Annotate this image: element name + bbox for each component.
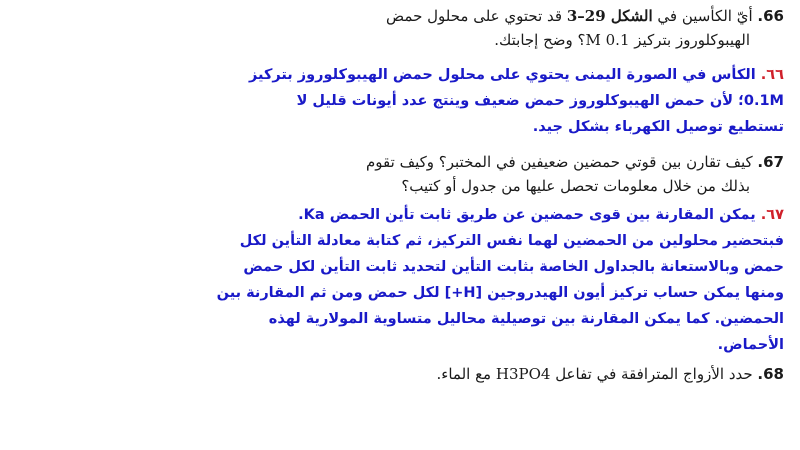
question-67-number: 67. — [757, 153, 784, 171]
question-66-text-b: قد تحتوي على محلول حمض — [386, 7, 567, 25]
answer-67-line-4: ومنها يمكن حساب تركيز أيون الهيدروجين [H+] لكل حمض ومن ثم المقارنة بين — [216, 285, 784, 301]
answer-67-line-2: فبتحضير محلولين من الحمضين لهما نفس التركيز، ثم كتابة معادلة التأين لكل — [239, 233, 784, 249]
question-66-text-a: أيّ الكأسين في — [652, 7, 758, 25]
question-67 — [16, 150, 784, 198]
answer-67-line-3: حمض وبالاستعانة بالجداول الخاصة بثابت التأين لتحديد ثابت التأين لكل حمض — [243, 259, 784, 275]
question-66-number: 66. — [757, 7, 784, 25]
question-68-number: 68. — [757, 365, 784, 383]
answer-67-line-6: الأحماض. — [717, 337, 784, 353]
answer-67-line-5: الحمضين. كما يمكن المقارنة بين توصيلية محاليل متساوية المولارية لهذه — [268, 311, 784, 327]
question-67-line-2: بذلك من خلال معلومات تحصل عليها من جدول أو كتيب؟ — [401, 177, 750, 195]
answer-66-line-3: تستطيع توصيل الكهرباء بشكل جيد. — [532, 119, 784, 135]
question-67-line-1: كيف تقارن بين قوتي حمضين ضعيفين في المختبر؟ وكيف تقوم — [366, 153, 758, 171]
answer-66-line-2: 0.1M؛ لأن حمض الهيبوكلوروز حمض ضعيف وينتج عدد أيونات قليل لا — [296, 93, 784, 109]
answer-67 — [16, 202, 784, 358]
answer-67-number: ٦٧. — [760, 207, 784, 223]
question-68 — [16, 362, 784, 386]
answer-67-line-1: يمكن المقارنة بين قوى حمضين عن طريق ثابت تأين الحمض Ka. — [298, 207, 761, 223]
answer-66 — [16, 62, 784, 140]
answer-66-line-1: الكأس في الصورة اليمنى يحتوي على محلول حمض الهيبوكلوروز بتركيز — [249, 67, 761, 83]
answer-66-number: ٦٦. — [760, 67, 784, 83]
question-66-figure-ref: الشكل 29–3 — [566, 7, 653, 25]
question-68-text: حدد الأزواج المترافقة في تفاعل H3PO4 مع الماء. — [436, 365, 758, 383]
question-66-line-2: الهيبوكلوروز بتركيز 0.1 M؟ وضح إجابتك. — [494, 31, 750, 49]
question-66 — [16, 4, 784, 52]
